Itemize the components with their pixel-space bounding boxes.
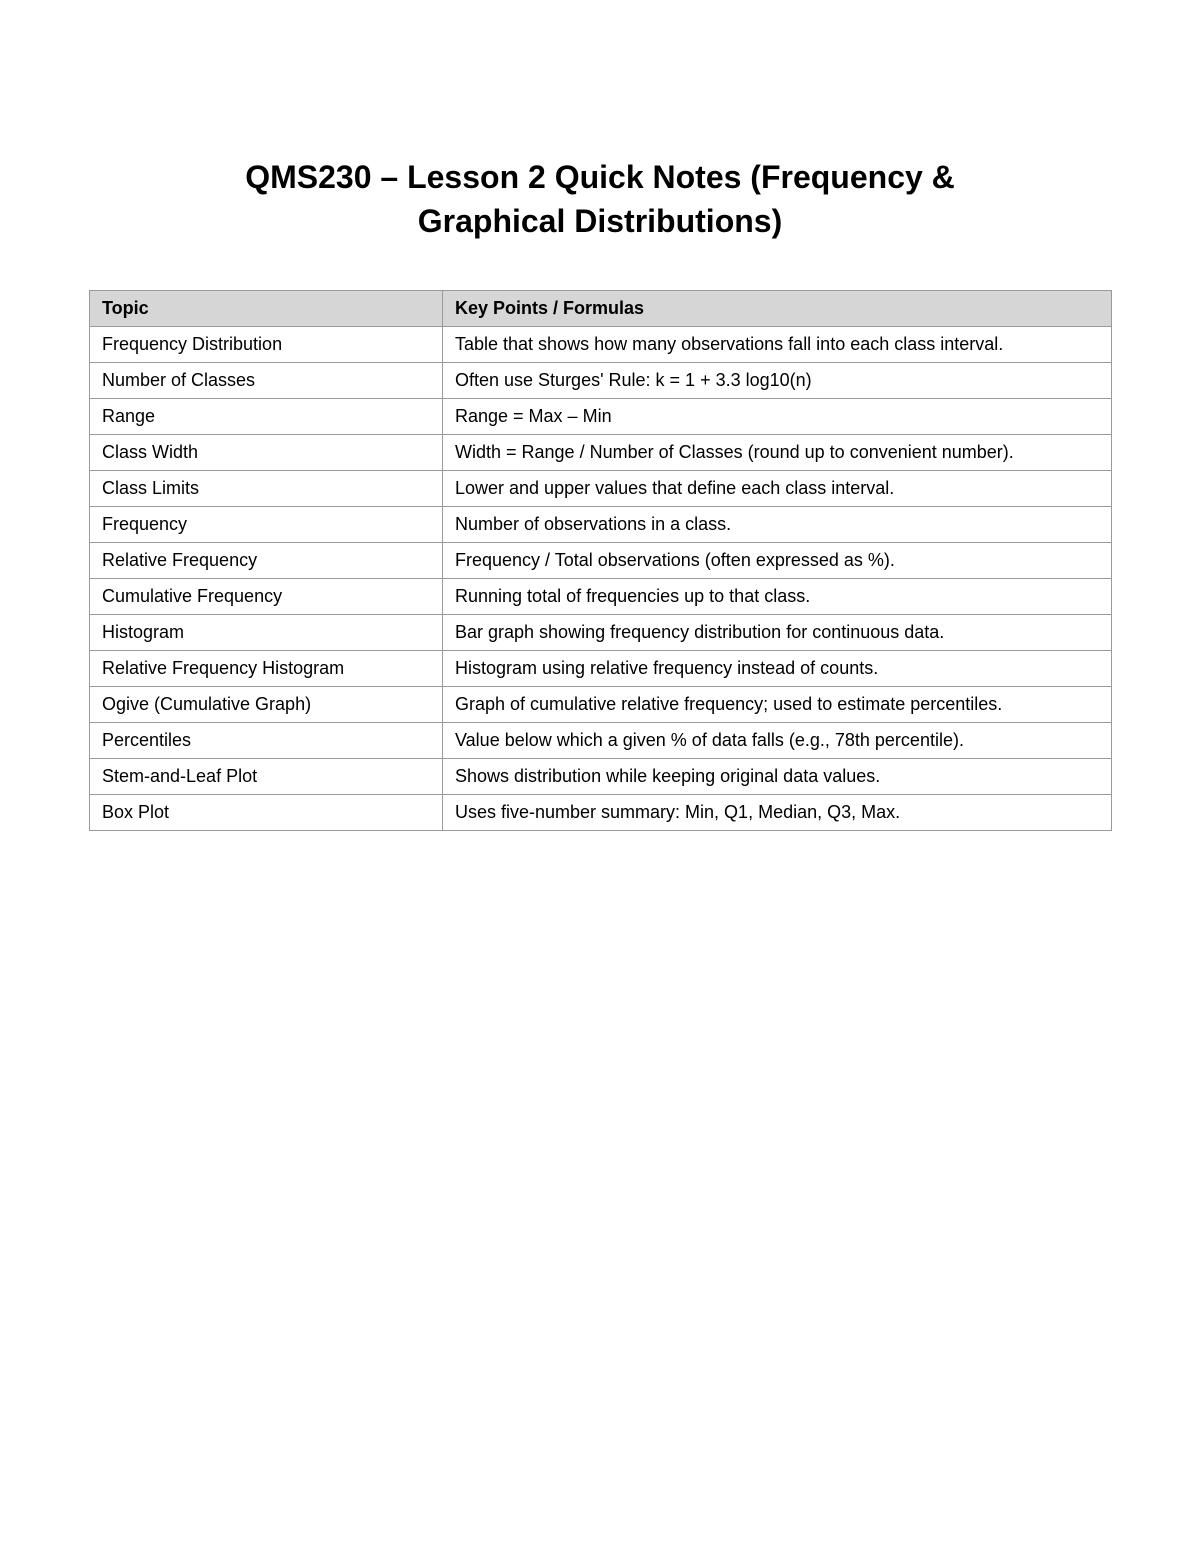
table-row (90, 651, 1112, 687)
topic-cell: Cumulative Frequency (90, 579, 443, 615)
table-row (90, 507, 1112, 543)
table-row (90, 687, 1112, 723)
topic-cell: Class Width (90, 435, 443, 471)
page-title-line-1: QMS230 – Lesson 2 Quick Notes (Frequency & (245, 159, 955, 195)
table-row (90, 723, 1112, 759)
topic-cell: Box Plot (90, 795, 443, 831)
topic-cell: Histogram (90, 615, 443, 651)
key-points-cell: Often use Sturges' Rule: k = 1 + 3.3 log10(n) (443, 363, 1112, 399)
key-points-cell: Graph of cumulative relative frequency; used to estimate percentiles. (443, 687, 1112, 723)
key-points-cell: Uses five-number summary: Min, Q1, Median, Q3, Max. (443, 795, 1112, 831)
topic-cell: Relative Frequency (90, 543, 443, 579)
topic-cell: Ogive (Cumulative Graph) (90, 687, 443, 723)
key-points-cell: Frequency / Total observations (often expressed as %). (443, 543, 1112, 579)
page-title-line-2: Graphical Distributions) (417, 203, 783, 239)
table-row (90, 795, 1112, 831)
topic-cell: Class Limits (90, 471, 443, 507)
topic-cell: Stem-and-Leaf Plot (90, 759, 443, 795)
key-points-cell: Number of observations in a class. (443, 507, 1112, 543)
table-row (90, 399, 1112, 435)
table-row (90, 543, 1112, 579)
topic-cell: Range (90, 399, 443, 435)
key-points-cell: Histogram using relative frequency instead of counts. (443, 651, 1112, 687)
key-points-cell: Range = Max – Min (443, 399, 1112, 435)
key-points-cell: Table that shows how many observations fall into each class interval. (443, 327, 1112, 363)
key-points-cell: Width = Range / Number of Classes (round up to convenient number). (443, 435, 1112, 471)
table-row (90, 759, 1112, 795)
key-points-cell: Bar graph showing frequency distribution for continuous data. (443, 615, 1112, 651)
table-row (90, 579, 1112, 615)
table-row (90, 435, 1112, 471)
column-header-topic: Topic (90, 291, 443, 327)
topic-cell: Relative Frequency Histogram (90, 651, 443, 687)
topic-cell: Frequency (90, 507, 443, 543)
key-points-cell: Running total of frequencies up to that class. (443, 579, 1112, 615)
key-points-cell: Value below which a given % of data falls (e.g., 78th percentile). (443, 723, 1112, 759)
key-points-cell: Lower and upper values that define each class interval. (443, 471, 1112, 507)
topic-cell: Number of Classes (90, 363, 443, 399)
topic-cell: Frequency Distribution (90, 327, 443, 363)
quick-notes-table (89, 290, 1112, 831)
column-header-key-points: Key Points / Formulas (443, 291, 1112, 327)
key-points-cell: Shows distribution while keeping original data values. (443, 759, 1112, 795)
table-row (90, 363, 1112, 399)
table-row (90, 471, 1112, 507)
page-title (0, 155, 1200, 243)
topic-cell: Percentiles (90, 723, 443, 759)
table-row (90, 615, 1112, 651)
table-header-row (90, 291, 1112, 327)
table-row (90, 327, 1112, 363)
